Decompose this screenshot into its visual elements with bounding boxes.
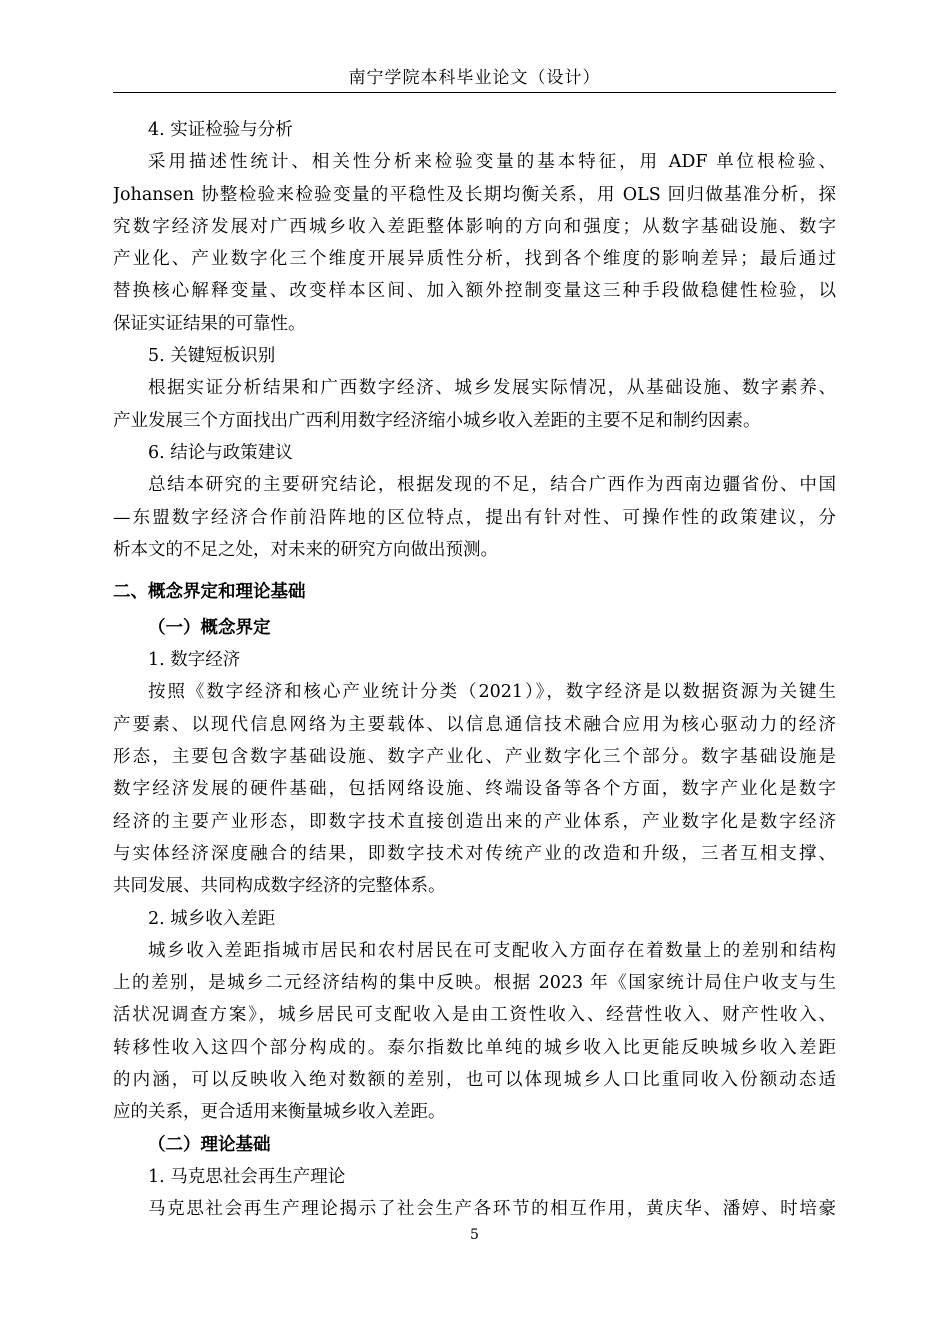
text-line: 采用描述性统计、相关性分析来检验变量的基本特征，用 ADF 单位根检验、 (148, 152, 836, 173)
text-line: 上的差别，是城乡二元经济结构的集中反映。根据 2023 年《国家统计局住户收支与生 (113, 973, 836, 994)
page-number: 5 (470, 1227, 479, 1243)
paragraph-income-gap (113, 935, 836, 1129)
paragraph-empirical (113, 146, 836, 340)
text-line: 产要素、以现代信息网络为主要载体、以信息通信技术融合应用为核心驱动力的经济 (113, 714, 836, 735)
text-line: 按照《数字经济和核心产业统计分类（2021）》，数字经济是以数据资源为关键生 (148, 682, 836, 703)
subheading-marx-theory: 1. 马克思社会再生产理论 (148, 1166, 346, 1187)
section-heading-theory: （二）理论基础 (148, 1134, 271, 1155)
text-line: 究数字经济发展对广西城乡收入差距整体影响的方向和强度；从数字基础设施、数字 (113, 216, 836, 237)
text-line: —东盟数字经济合作前沿阵地的区位特点，提出有针对性、可操作性的政策建议，分 (113, 507, 836, 528)
text-line: 替换核心解释变量、改变样本区间、加入额外控制变量这三种手段做稳健性检验，以 (113, 281, 836, 302)
text-line: Johansen 协整检验来检验变量的平稳性及长期均衡关系，用 OLS 回归做基准分析，探 (113, 184, 836, 205)
text-line: 城乡收入差距指城市居民和农村居民在可支配收入方面存在着数量上的差别和结构 (148, 940, 836, 961)
paragraph-marx-theory (113, 1193, 836, 1225)
text-line: 根据实证分析结果和广西数字经济、城乡发展实际情况，从基础设施、数字素养、 (148, 378, 836, 399)
page-header: 南宁学院本科毕业论文（设计） (348, 68, 601, 88)
text-line: 总结本研究的主要研究结论，根据发现的不足，结合广西作为西南边疆省份、中国 (148, 475, 836, 496)
text-line: 形态，主要包含数字基础设施、数字产业化、产业数字化三个部分。数字基础设施是 (113, 747, 836, 768)
text-line: 产业化、产业数字化三个维度开展异质性分析，找到各个维度的影响差异；最后通过 (113, 249, 836, 270)
paragraph-shortboard (113, 372, 836, 437)
header-rule (113, 92, 836, 93)
text-line: 的内涵，可以反映收入绝对数额的差别，也可以体现城乡人口比重同收入份额动态适 (113, 1070, 836, 1091)
subheading-income-gap: 2. 城乡收入差距 (148, 908, 276, 929)
section-heading-concepts: （一）概念界定 (148, 618, 271, 639)
text-line: 共同发展、共同构成数字经济的完整体系。 (113, 876, 446, 897)
paragraph-conclusion (113, 469, 836, 566)
text-line: 产业发展三个方面找出广西利用数字经济缩小城乡收入差距的主要不足和制约因素。 (113, 410, 761, 431)
text-line: 与实体经济深度融合的结果，即数字技术对传统产业的改造和升级，三者互相支撑、 (113, 843, 836, 864)
text-line: 应的关系，更合适用来衡量城乡收入差距。 (113, 1102, 446, 1123)
text-line: 析本文的不足之处，对未来的研究方向做出预测。 (113, 539, 498, 560)
text-line: 马克思社会再生产理论揭示了社会生产各环节的相互作用，黄庆华、潘婷、时培豪 (148, 1198, 836, 1219)
subheading-conclusion: 6. 结论与政策建议 (148, 442, 293, 463)
text-line: 数字经济发展的硬件基础，包括网络设施、终端设备等各个方面，数字产业化是数字 (113, 779, 836, 800)
subheading-shortboard: 5. 关键短板识别 (148, 346, 276, 367)
subheading-empirical: 4. 实证检验与分析 (148, 120, 293, 140)
text-line: 经济的主要产业形态，即数字技术直接创造出来的产业体系，产业数字化是数字经济 (113, 811, 836, 832)
paragraph-digital-economy (113, 676, 836, 902)
text-line: 保证实证结果的可靠性。 (113, 313, 306, 334)
text-line: 活状况调查方案》，城乡居民可支配收入是由工资性收入、经营性收入、财产性收入、 (113, 1005, 836, 1026)
subheading-digital-economy: 1. 数字经济 (148, 650, 241, 671)
chapter-heading: 二、概念界定和理论基础 (113, 582, 306, 603)
text-line: 转移性收入这四个部分构成的。泰尔指数比单纯的城乡收入比更能反映城乡收入差距 (113, 1037, 836, 1058)
document-body (113, 114, 836, 1225)
